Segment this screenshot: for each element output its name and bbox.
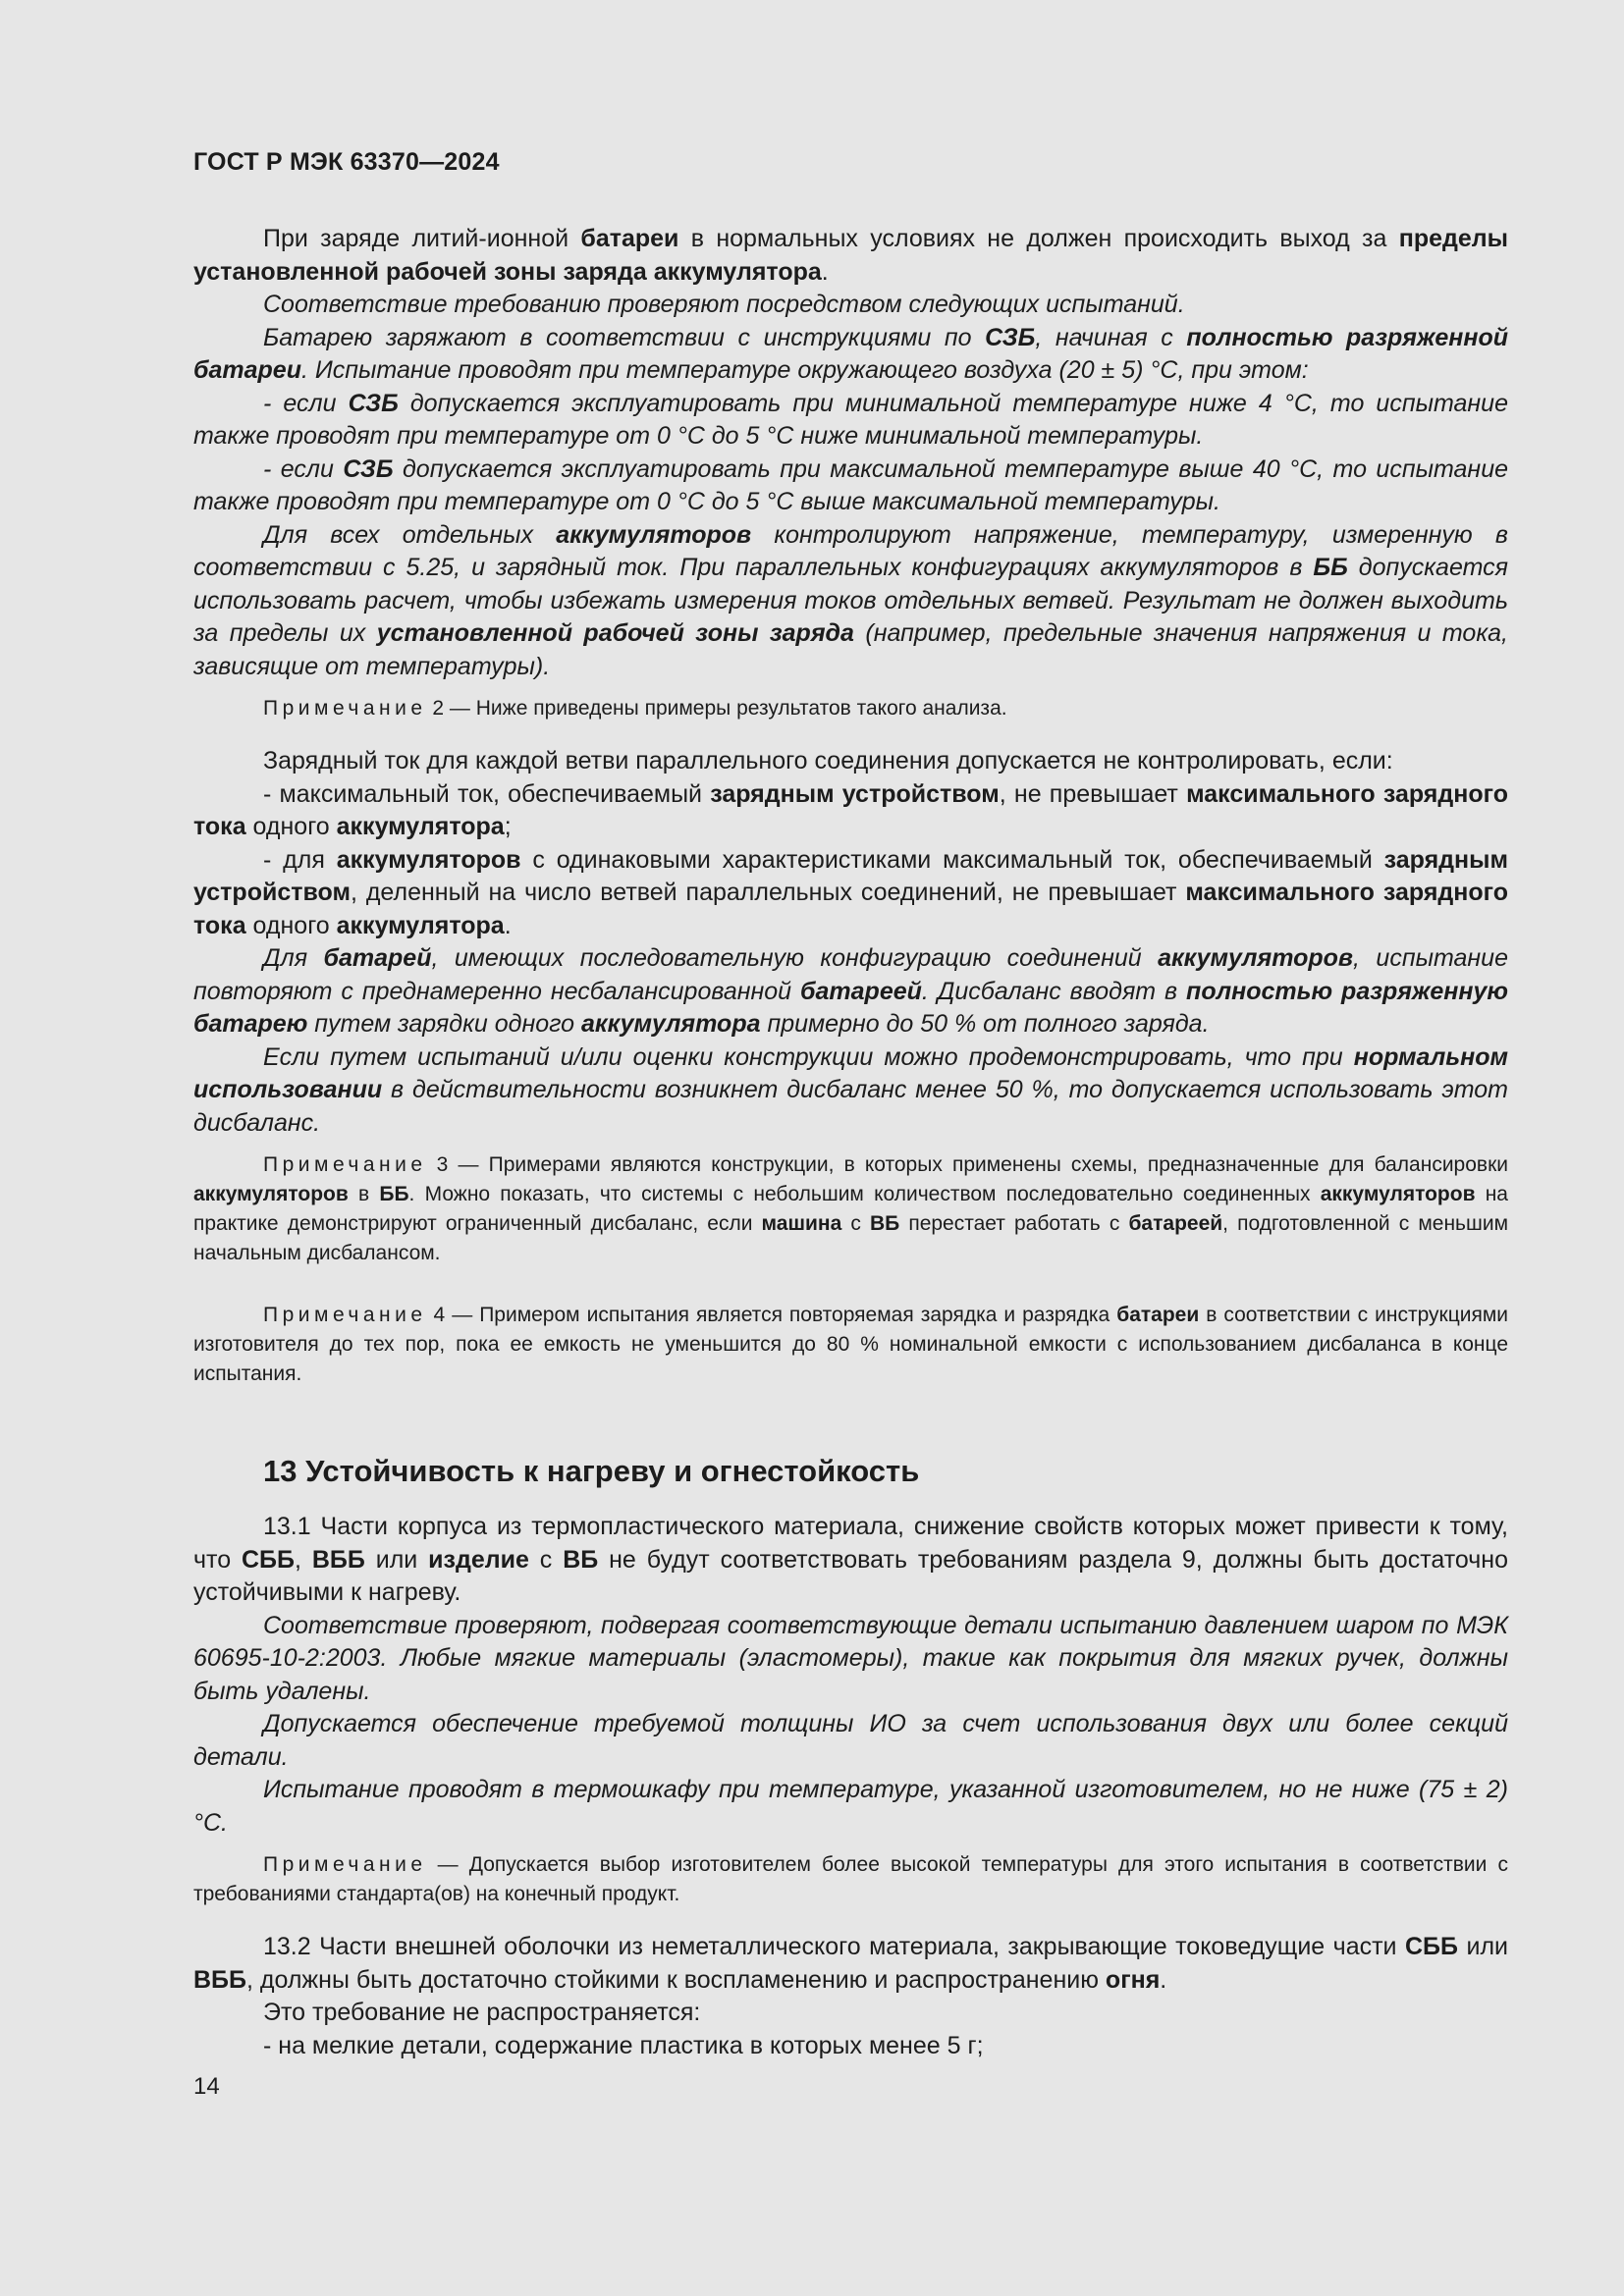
- note-text: 2 — Ниже приведены примеры результатов такого анализа.: [426, 697, 1007, 720]
- body-paragraph: Это требование не распространяется:: [263, 1999, 701, 2026]
- note-label: Примечание: [263, 697, 427, 720]
- body-paragraph: - для аккумуляторов с одинаковыми характеристиками максимальный ток, обеспечиваемый зарядным устройством, деленный на число ветвей параллельных соединений, не превышает максимального зарядного тока одного аккумулятора.: [193, 845, 1508, 939]
- body-paragraph: Для батарей, имеющих последовательную конфигурацию соединений аккумуляторов, испытание повторяют с преднамеренно несбалансированной батареей. Дисбаланс вводят в полностью разряженную батарею путем зарядки одного аккумулятора примерно до 50 % от полного заряда.: [193, 944, 1509, 1038]
- note-paragraph: [193, 1301, 1508, 1389]
- body-paragraph: 13.1 Части корпуса из термопластического материала, снижение свойств которых может привести к тому, что СББ, ВББ или изделие с ВБ не будут соответствовать требованиям раздела 9, должны быть достаточно устойчивыми к нагреву.: [193, 1513, 1508, 1606]
- body-paragraph: Соответствие проверяют, подвергая соответствующие детали испытанию давлением шаром по МЭК 60695-10-2:2003. Любые мягкие материалы (эластомеры), такие как покрытия для мягких ручек, должны быть удалены.: [193, 1611, 1508, 1705]
- document-header: ГОСТ Р МЭК 63370—2024: [193, 148, 500, 176]
- body-paragraph: Зарядный ток для каждой ветви параллельного соединения допускается не контролировать, если:: [263, 747, 1393, 774]
- page-number: 14: [193, 2073, 220, 2100]
- note-text: 4 — Примером испытания является повторяемая зарядка и разрядка батареи в соответствии с инструкциями изготовителя до тех пор, пока ее емкость не уменьшится до 80 % номинальной емкости с использованием дисбаланса в конце испытания.: [193, 1304, 1508, 1385]
- note-label: Примечание: [263, 1853, 427, 1876]
- note-paragraph: [193, 1850, 1508, 1909]
- spacer: [193, 1921, 1508, 1931]
- body-paragraph: Батарею заряжают в соответствии с инструкциями по СЗБ, начиная с полностью разряженной батареи. Испытание проводят при температуре окружающего воздуха (20 ± 5) °С, при этом:: [193, 323, 1509, 384]
- body-paragraph: - если СЗБ допускается эксплуатировать при минимальной температуре ниже 4 °С, то испытание также проводят при температуре от 0 °С до 5 °С ниже минимальной температуры.: [193, 389, 1508, 450]
- section-heading: 13 Устойчивость к нагреву и огнестойкость: [263, 1454, 920, 1488]
- body-paragraph: - максимальный ток, обеспечиваемый зарядным устройством, не превышает максимального зарядного тока одного аккумулятора;: [193, 779, 1508, 840]
- body-paragraph: - если СЗБ допускается эксплуатировать при максимальной температуре выше 40 °С, то испытание также проводят при температуре от 0 °С до 5 °С выше максимальной температуры.: [193, 454, 1508, 515]
- note-label: Примечание: [263, 1153, 427, 1176]
- body-paragraph: Для всех отдельных аккумуляторов контролируют напряжение, температуру, измеренную в соответствии с 5.25, и зарядный ток. При параллельных конфигурациях аккумуляторов в ББ допускается использовать расчет, чтобы избежать измерения токов отдельных ветвей. Результат не должен выходить за пределы их установленной рабочей зоны заряда (например, предельные значения напряжения и тока, зависящие от температуры).: [193, 520, 1508, 680]
- body-paragraph: Если путем испытаний и/или оценки конструкции можно продемонстрировать, что при нормальном использовании в действительности возникнет дисбаланс менее 50 %, то допускается использовать этот дисбаланс.: [193, 1042, 1508, 1137]
- note-paragraph: [193, 694, 1508, 723]
- body-paragraph: - на мелкие детали, содержание пластика в которых менее 5 г;: [263, 2031, 984, 2059]
- body-paragraph: При заряде литий-ионной батареи в нормальных условиях не должен происходить выход за пределы установленной рабочей зоны заряда аккумулятора.: [193, 225, 1508, 286]
- body-paragraph: Соответствие требованию проверяют посредством следующих испытаний.: [263, 291, 1185, 318]
- body-paragraph: Испытание проводят в термошкафу при температуре, указанной изготовителем, но не ниже (75 ± 2) °С.: [193, 1776, 1508, 1837]
- note-paragraph: [193, 1150, 1508, 1268]
- spacer: [193, 1401, 1508, 1411]
- spacer: [193, 1280, 1508, 1290]
- spacer: [193, 735, 1508, 745]
- body-paragraph: 13.2 Части внешней оболочки из неметаллического материала, закрывающие токоведущие части СББ или ВББ, должны быть достаточно стойкими к воспламенению и распространению огня.: [193, 1933, 1508, 1994]
- note-text: 3 — Примерами являются конструкции, в которых применены схемы, предназначенные для балансировки аккумуляторов в ББ. Можно показать, что системы с небольшим количеством последовательно соединенных аккумуляторов на практике демонстрируют ограниченный дисбаланс, если машина с ВБ перестает работать с батареей, подготовленной с меньшим начальным дисбалансом.: [193, 1153, 1509, 1264]
- body-paragraph: Допускается обеспечение требуемой толщины ИО за счет использования двух или более секций детали.: [193, 1710, 1508, 1771]
- document-body: [193, 223, 1508, 2062]
- note-text: — Допускается выбор изготовителем более высокой температуры для этого испытания в соответствии с требованиями стандарта(ов) на конечный продукт.: [193, 1853, 1508, 1905]
- note-label: Примечание: [263, 1304, 427, 1326]
